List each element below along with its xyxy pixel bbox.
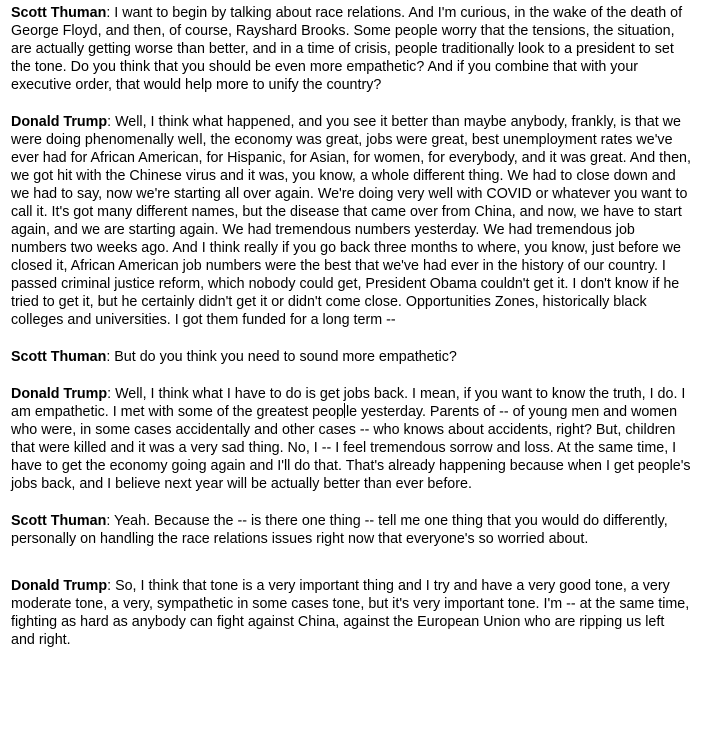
speaker-name: Donald Trump bbox=[11, 114, 108, 130]
paragraph-spacer bbox=[11, 329, 705, 348]
paragraph-text: Well, I think what happened, and you see it better than maybe anybody, frankly, is that we were doing phenomenally well, the economy was great, jobs were great, best unemployment rates we've ever had for African American, for Hispanic, for Asian, for women, for everybody, and it was great. And then, we got hit with the Chinese virus and it was, you know, a whole different thing. We had to close down and we had to say, now we're starting all over again. We're doing very well with COVID or whatever you want to call it. It's got many different names, but the disease that came over from China, and now, we have to start again, and we are starting again. We had tremendous numbers yesterday. We had tremendous job numbers two weeks ago. And I think really if you go back three months to where, you know, just before we closed it, African American job numbers were the best that we've had ever in the history of our country. I passed criminal justice reform, which nobody could get, President Obama couldn't get it. I don't know if he tried to get it, but he certainly didn't get it or didn't come close. Opportunities Zones, historically black colleges and universities. I got them funded for a long term -- bbox=[11, 114, 691, 328]
speaker-name: Donald Trump bbox=[11, 578, 108, 594]
paragraph-spacer bbox=[11, 493, 705, 512]
speaker-name: Scott Thuman bbox=[11, 349, 107, 365]
transcript-paragraph-1: Scott Thuman: I want to begin by talking about race relations. And I'm curious, in the wake of the death of George Floyd, and then, of course, Rayshard Brooks. Some people worry that the tensions, the situation, are actually getting worse than better, and in a time of crisis, people traditionally look to a president to set the tone. Do you think that you should be even more empathetic? And if you combine that with your executive order, that would help more to unify the country? bbox=[11, 5, 683, 93]
speaker-name: Scott Thuman bbox=[11, 5, 107, 21]
paragraph-spacer bbox=[11, 548, 705, 577]
speaker-name: Donald Trump bbox=[11, 386, 108, 402]
paragraph-text-before-caret: Well, I think what I have to do is get jobs back. I mean, if you want to know the truth, I do. I am empathetic. I met with some of the greatest peop bbox=[11, 386, 686, 420]
paragraph-text: I want to begin by talking about race relations. And I'm curious, in the wake of the death of George Floyd, and then, of course, Rayshard Brooks. Some people worry that the tensions, the situation, are actually getting worse than better, and in a time of crisis, people traditionally look to a president to set the tone. Do you think that you should be even more empathetic? And if you combine that with your executive order, that would help more to unify the country? bbox=[11, 5, 683, 93]
paragraph-text: But do you think you need to sound more empathetic? bbox=[114, 349, 457, 365]
paragraph-spacer bbox=[11, 366, 705, 385]
transcript-paragraph-5: Scott Thuman: Yeah. Because the -- is there one thing -- tell me one thing that you would do differently, personally on handling the race relations issues right now that everyone's so worried about. bbox=[11, 513, 668, 547]
transcript-paragraph-4[interactable]: Donald Trump: Well, I think what I have to do is get jobs back. I mean, if you want to know the truth, I do. I am empathetic. I met with some of the greatest peop le yesterday. Parents of -- of young men and women who were, in some cases accidentally and other cases -- who knows about accidents, right? But, children that were killed and it was a very sad thing. No, I -- I feel tremendous sorrow and loss. At the same time, I have to get the economy going again and I'll do that. That's already happening because when I get people's jobs back, and I believe next year will be actually better than ever before. bbox=[11, 386, 691, 492]
paragraph-text-after-caret: le yesterday. Parents of -- of young men and women who were, in some cases accidentally and other cases -- who knows about accidents, right? But, children that were killed and it was a very sad thing. No, I -- I feel tremendous sorrow and loss. At the same time, I have to get the economy going again and I'll do that. That's already happening because when I get people's jobs back, and I believe next year will be actually better than ever before. bbox=[11, 404, 691, 492]
transcript-paragraph-6: Donald Trump: So, I think that tone is a very important thing and I try and have a very good tone, a very moderate tone, a very, sympathetic in some cases tone, but it's very important tone. I'm -- at the same time, fighting as hard as anybody can fight against China, against the European Union who are ripping us left and right. bbox=[11, 578, 690, 648]
transcript-paragraph-3: Scott Thuman: But do you think you need to sound more empathetic? bbox=[11, 349, 457, 365]
transcript-paragraph-2: Donald Trump: Well, I think what happened, and you see it better than maybe anybody, frankly, is that we were doing phenomenally well, the economy was great, jobs were great, best unemployment rates we've ever had for African American, for Hispanic, for Asian, for women, for everybody, and it was great. And then, we got hit with the Chinese virus and it was, you know, a whole different thing. We had to close down and we had to say, now we're starting all over again. We're doing very well with COVID or whatever you want to call it. It's got many different names, but the disease that came over from China, and now, we have to start again, and we are starting again. We had tremendous numbers yesterday. We had tremendous job numbers two weeks ago. And I think really if you go back three months to where, you know, just before we closed it, African American job numbers were the best that we've had ever in the history of our country. I passed criminal justice reform, which nobody could get, President Obama couldn't get it. I don't know if he tried to get it, but he certainly didn't get it or didn't come close. Opportunities Zones, historically black colleges and universities. I got them funded for a long term -- bbox=[11, 114, 691, 328]
paragraph-text: So, I think that tone is a very important thing and I try and have a very good tone, a very moderate tone, a very, sympathetic in some cases tone, but it's very important tone. I'm -- at the same time, fighting as hard as anybody can fight against China, against the European Union who are ripping us left and right. bbox=[11, 578, 690, 648]
speaker-name: Scott Thuman bbox=[11, 513, 107, 529]
paragraph-spacer bbox=[11, 94, 705, 113]
paragraph-text: Yeah. Because the -- is there one thing -- tell me one thing that you would do differently, personally on handling the race relations issues right now that everyone's so worried about. bbox=[11, 513, 668, 547]
